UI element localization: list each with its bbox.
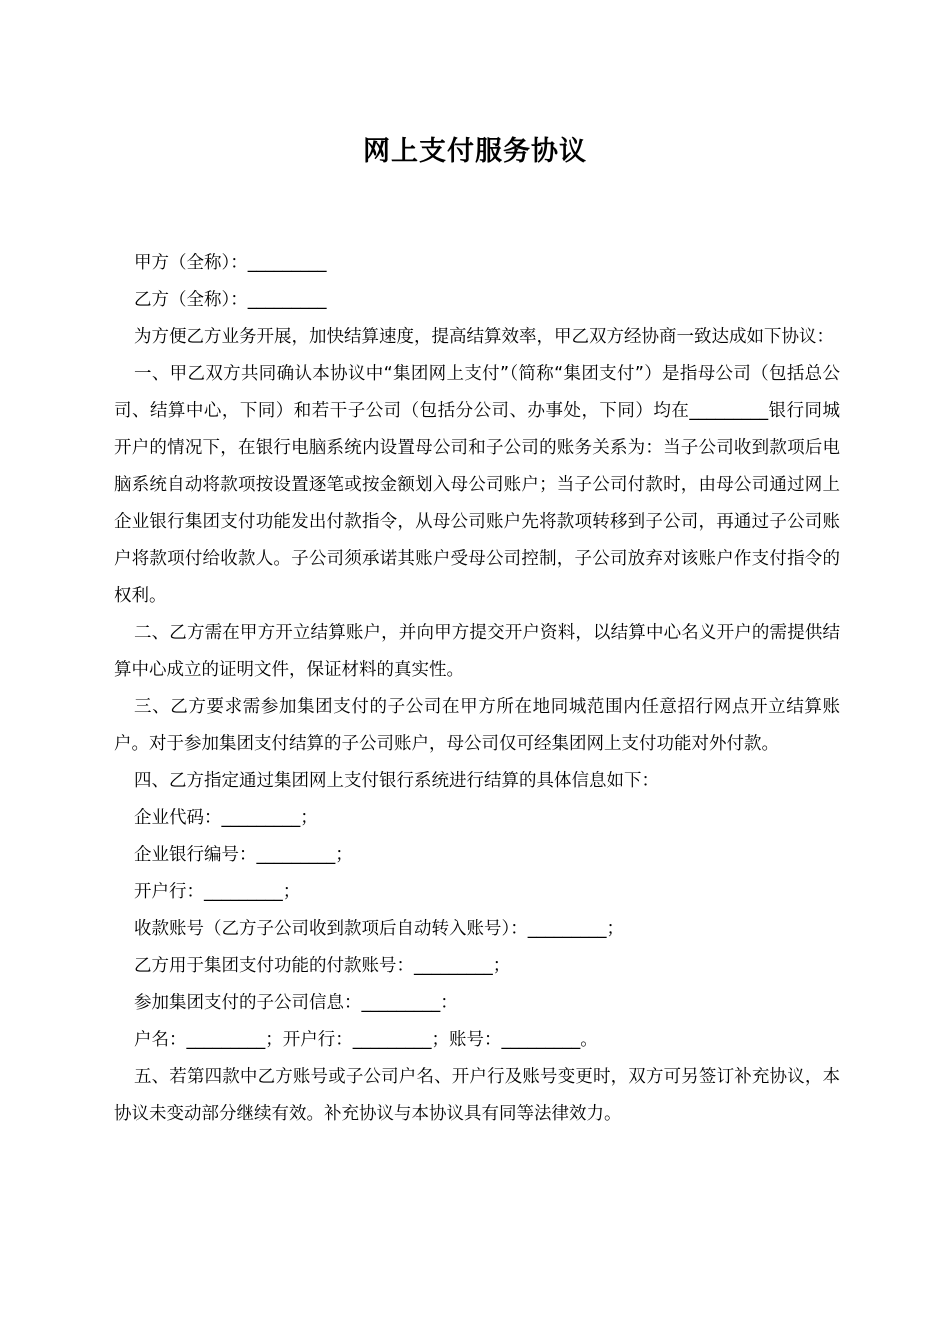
enterprise-bank-number-line: 企业银行编号：_________； [134, 845, 353, 865]
document-title: 网上支付服务协议 [363, 136, 587, 167]
receiving-account-line: 收款账号（乙方子公司收到款项后自动转入账号）：_________； [134, 919, 624, 939]
party-a-line: 甲方（全称）：_________ [134, 253, 327, 273]
payment-account-line: 乙方用于集团支付功能的付款账号：_________； [134, 956, 511, 976]
opening-bank-line: 开户行：_________； [134, 882, 301, 902]
clause-5-paragraph: 五、若第四款中乙方账号或子公司户名、开户行及账号变更时，双方可另签订补充协议，本协议未变动部分继续有效。补充协议与本协议具有同等法律效力。 [114, 1067, 840, 1124]
clause-4-paragraph: 四、乙方指定通过集团网上支付银行系统进行结算的具体信息如下： [134, 771, 659, 791]
clause-3-paragraph: 三、乙方要求需参加集团支付的子公司在甲方所在地同城范围内任意招行网点开立结算账户。对于参加集团支付结算的子公司账户，母公司仅可经集团网上支付功能对外付款。 [114, 697, 840, 754]
clause-2-paragraph: 二、乙方需在甲方开立结算账户，并向甲方提交开户资料，以结算中心名义开户的需提供结算中心成立的证明文件，保证材料的真实性。 [114, 623, 840, 680]
document-body [114, 245, 840, 1133]
subsidiary-info-line: 参加集团支付的子公司信息：_________： [134, 993, 458, 1013]
clause-1-paragraph: 一、甲乙双方共同确认本协议中“集团网上支付”（简称“集团支付”）是指母公司（包括总公司、结算中心，下同）和若干子公司（包括分公司、办事处，下同）均在_________银行同城开户的情况下，在银行电脑系统内设置母公司和子公司的账务关系为：当子公司收到款项后电脑系统自动将款项按设置逐笔或按金额划入母公司账户；当子公司付款时，由母公司通过网上企业银行集团支付功能发出付款指令，从母公司账户先将款项转移到子公司，再通过子公司账户将款项付给收款人。子公司须承诺其账户受母公司控制，子公司放弃对该账户作支付指令的权利。 [114, 364, 840, 606]
party-b-line: 乙方（全称）：_________ [134, 290, 327, 310]
enterprise-code-line: 企业代码：_________； [134, 808, 318, 828]
preamble-paragraph: 为方便乙方业务开展，加快结算速度，提高结算效率，甲乙双方经协商一致达成如下协议： [134, 327, 834, 347]
account-details-line: 户名：_________；开户行：_________；账号：_________。 [134, 1030, 598, 1050]
